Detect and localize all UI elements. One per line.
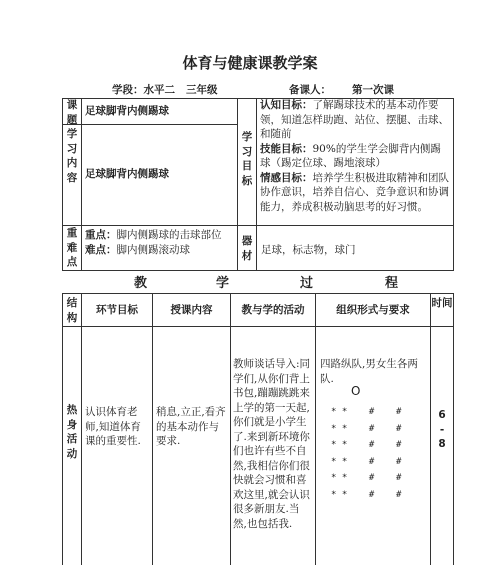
content-value: 足球脚背内侧踢球: [85, 168, 169, 180]
content-label: 学习内容: [66, 128, 78, 184]
difficult-text: 脚内侧踢滚动球: [116, 243, 190, 256]
equipment-value: 足球，标志物，球门: [261, 244, 356, 256]
topic-value: 足球脚背内侧踢球: [85, 105, 169, 117]
emotion-text: 培养学生积极进取精神和团队协作意识，培养自信心、竞争意识和协调能力，养成积极动脑思考的好习惯。: [260, 171, 449, 213]
teacher-position-mark: O: [351, 384, 361, 398]
teacher-label: 备课人：: [289, 84, 331, 96]
process-top-divider: [62, 270, 454, 271]
process-header-3: 过: [300, 276, 314, 291]
equipment-label: 器材: [241, 235, 253, 262]
col-activity: 教与学的活动: [241, 304, 305, 316]
lower-right-border: [453, 293, 454, 565]
table-right-border: [453, 98, 454, 271]
col-content: 授课内容: [170, 304, 213, 316]
formation-row: * * # #: [331, 423, 402, 434]
warmup-organization: 四路纵队,男女生各两队.: [320, 358, 418, 385]
key-label: 重点：: [85, 229, 117, 241]
formation-row: * * # #: [331, 407, 402, 417]
goals-text: [260, 98, 450, 214]
stage-label: 学段：水平二: [112, 84, 175, 96]
col-structure: 结构: [66, 297, 78, 324]
grade-label: 三年级: [186, 84, 218, 96]
col-divider-3: [230, 293, 231, 565]
goals-label: 学习目标: [241, 131, 253, 187]
process-header-4: 程: [385, 276, 399, 291]
columns-header-bottom: [62, 326, 454, 327]
keypoints-label: 重难点: [66, 227, 78, 268]
warmup-content: 稍息,立正,看齐的基本动作与要求.: [156, 406, 226, 447]
col-goal: 环节目标: [96, 304, 138, 316]
goals-row-divider: [62, 225, 454, 226]
topic-label: 课题: [66, 99, 78, 126]
formation-row: * * # #: [331, 473, 402, 483]
lesson-label: 第一次课: [352, 84, 394, 96]
col-divider-2: [152, 293, 153, 565]
key-text: 脚内侧踢球的击球部位: [116, 229, 222, 241]
goal-label-divider: [256, 98, 257, 271]
process-header-2: 学: [216, 276, 230, 291]
process-header-1: 教: [134, 276, 148, 291]
topic-row-divider: [62, 124, 238, 125]
meta-row: [0, 82, 500, 98]
warmup-activity: 教师谈话导入:同学们,从你们背上书包,蹦蹦跳跳来上学的第一天起,你们就是小学生了.来到新环境你们也许有些不自然,我相信你们很快就会习惯和喜欢这里,就会认识很多新朋友.当然,也包括我.: [233, 358, 311, 530]
col-divider-1: [81, 293, 82, 565]
time-start: 6: [438, 409, 446, 421]
col-divider-4: [315, 293, 316, 565]
skill-text: 90%的学生学会脚背内侧踢球（踢定位球、踢地滚球）: [260, 142, 441, 169]
formation-row: * * # #: [331, 440, 402, 450]
formation-diagram: [331, 404, 427, 503]
col-organization: 组织形式与要求: [336, 304, 410, 316]
warmup-structure: 热身活动: [66, 404, 78, 460]
keypoints-text: [85, 228, 235, 257]
time-end: 8: [438, 438, 446, 450]
lesson-plan-title: 体育与健康课教学案: [182, 54, 318, 72]
col-time: 时间: [431, 297, 453, 309]
difficult-label: 难点：: [85, 243, 117, 256]
skill-label: 技能目标：: [260, 142, 313, 155]
warmup-time: [431, 408, 453, 452]
cognitive-label: 认知目标：: [260, 99, 313, 111]
warmup-goal: 认识体育老师,知道体育课的重要性.: [85, 406, 141, 447]
formation-row: * * # #: [331, 489, 402, 500]
cognitive-text: 了解踢球技术的基本动作要领，知道怎样助跑、站位、摆腿、击球、和随前: [260, 99, 449, 140]
time-dash: -: [439, 423, 445, 436]
process-header-bottom: [62, 293, 454, 294]
formation-row: * * # #: [331, 456, 402, 467]
emotion-label: 情感目标：: [260, 171, 313, 184]
